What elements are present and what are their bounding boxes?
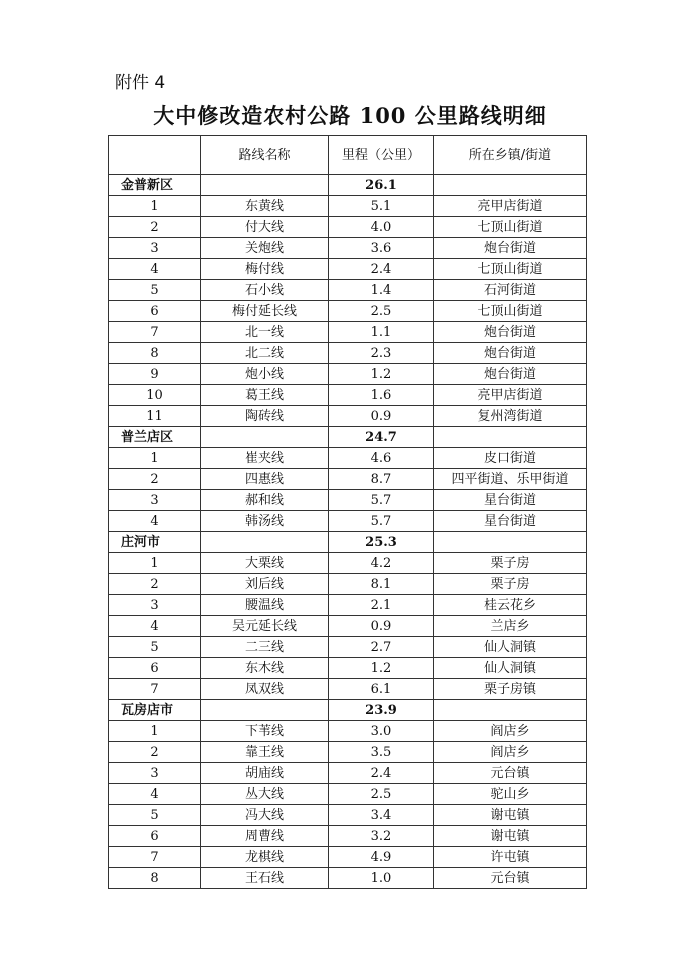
route-town: 七顶山街道 (434, 217, 587, 238)
row-index: 4 (109, 511, 201, 532)
route-town: 星台街道 (434, 490, 587, 511)
route-km: 3.4 (329, 805, 434, 826)
table-row (109, 511, 587, 532)
row-index: 1 (109, 721, 201, 742)
route-km: 6.1 (329, 679, 434, 700)
route-km: 3.5 (329, 742, 434, 763)
route-km: 4.9 (329, 847, 434, 868)
row-index: 9 (109, 364, 201, 385)
header-index (109, 136, 201, 175)
section-name: 庄河市 (109, 532, 201, 553)
table-row (109, 238, 587, 259)
row-index: 4 (109, 616, 201, 637)
row-index: 5 (109, 805, 201, 826)
route-name: 靠王线 (201, 742, 329, 763)
table-row (109, 196, 587, 217)
route-name: 下苇线 (201, 721, 329, 742)
route-town: 亮甲店街道 (434, 385, 587, 406)
empty-cell (434, 532, 587, 553)
table-row (109, 406, 587, 427)
route-town: 炮台街道 (434, 322, 587, 343)
route-km: 2.7 (329, 637, 434, 658)
route-town: 栗子房 (434, 553, 587, 574)
row-index: 1 (109, 448, 201, 469)
route-town: 炮台街道 (434, 343, 587, 364)
route-km: 1.6 (329, 385, 434, 406)
route-name: 王石线 (201, 868, 329, 889)
table-row (109, 826, 587, 847)
route-town: 炮台街道 (434, 238, 587, 259)
route-name: 郝和线 (201, 490, 329, 511)
route-km: 3.6 (329, 238, 434, 259)
route-name: 陶砖线 (201, 406, 329, 427)
route-name: 崔夹线 (201, 448, 329, 469)
route-km: 5.7 (329, 511, 434, 532)
route-name: 关炮线 (201, 238, 329, 259)
route-km: 8.1 (329, 574, 434, 595)
table-row (109, 322, 587, 343)
table-row (109, 553, 587, 574)
route-name: 刘后线 (201, 574, 329, 595)
route-km: 2.5 (329, 784, 434, 805)
route-name: 炮小线 (201, 364, 329, 385)
route-km: 2.1 (329, 595, 434, 616)
route-km: 8.7 (329, 469, 434, 490)
empty-cell (434, 175, 587, 196)
table-row (109, 784, 587, 805)
table-row (109, 763, 587, 784)
table-row (109, 574, 587, 595)
table-row (109, 637, 587, 658)
row-index: 1 (109, 196, 201, 217)
empty-cell (201, 532, 329, 553)
table-row (109, 490, 587, 511)
route-km: 2.4 (329, 259, 434, 280)
route-km: 3.2 (329, 826, 434, 847)
table-row (109, 301, 587, 322)
table-row (109, 616, 587, 637)
section-total-km: 24.7 (329, 427, 434, 448)
route-town: 四平街道、乐甲街道 (434, 469, 587, 490)
route-name: 四惠线 (201, 469, 329, 490)
row-index: 7 (109, 847, 201, 868)
table-row (109, 385, 587, 406)
route-km: 2.4 (329, 763, 434, 784)
row-index: 2 (109, 469, 201, 490)
route-name: 腰温线 (201, 595, 329, 616)
route-town: 栗子房镇 (434, 679, 587, 700)
route-name: 梅付延长线 (201, 301, 329, 322)
empty-cell (434, 427, 587, 448)
route-km: 1.0 (329, 868, 434, 889)
route-name: 东黄线 (201, 196, 329, 217)
row-index: 2 (109, 217, 201, 238)
route-name: 北二线 (201, 343, 329, 364)
route-name: 付大线 (201, 217, 329, 238)
section-total-km: 25.3 (329, 532, 434, 553)
table-row (109, 448, 587, 469)
table-row (109, 868, 587, 889)
route-km: 0.9 (329, 406, 434, 427)
route-town: 复州湾街道 (434, 406, 587, 427)
section-total-km: 26.1 (329, 175, 434, 196)
table-row (109, 847, 587, 868)
route-name: 冯大线 (201, 805, 329, 826)
row-index: 3 (109, 595, 201, 616)
table-row (109, 595, 587, 616)
row-index: 6 (109, 301, 201, 322)
route-town: 栗子房 (434, 574, 587, 595)
route-km: 5.1 (329, 196, 434, 217)
row-index: 4 (109, 259, 201, 280)
route-town: 炮台街道 (434, 364, 587, 385)
route-town: 阎店乡 (434, 742, 587, 763)
route-name: 胡庙线 (201, 763, 329, 784)
route-town: 许屯镇 (434, 847, 587, 868)
route-name: 石小线 (201, 280, 329, 301)
route-name: 周曹线 (201, 826, 329, 847)
row-index: 8 (109, 868, 201, 889)
route-km: 5.7 (329, 490, 434, 511)
route-town: 兰店乡 (434, 616, 587, 637)
route-town: 谢屯镇 (434, 805, 587, 826)
section-name: 瓦房店市 (109, 700, 201, 721)
route-name: 丛大线 (201, 784, 329, 805)
route-town: 亮甲店街道 (434, 196, 587, 217)
table-row (109, 742, 587, 763)
empty-cell (201, 700, 329, 721)
route-town: 星台街道 (434, 511, 587, 532)
row-index: 4 (109, 784, 201, 805)
section-row (109, 427, 587, 448)
row-index: 5 (109, 280, 201, 301)
route-km: 2.5 (329, 301, 434, 322)
header-route-name: 路线名称 (201, 136, 329, 175)
empty-cell (201, 175, 329, 196)
table-row (109, 364, 587, 385)
row-index: 10 (109, 385, 201, 406)
row-index: 3 (109, 763, 201, 784)
route-name: 大栗线 (201, 553, 329, 574)
route-km: 4.6 (329, 448, 434, 469)
attachment-label: 附件 4 (115, 73, 166, 93)
table-row (109, 658, 587, 679)
route-town: 石河街道 (434, 280, 587, 301)
route-km: 1.1 (329, 322, 434, 343)
header-mileage: 里程（公里） (329, 136, 434, 175)
route-km: 2.3 (329, 343, 434, 364)
route-name: 凤双线 (201, 679, 329, 700)
table-header-row (109, 136, 587, 175)
route-km: 4.2 (329, 553, 434, 574)
row-index: 3 (109, 490, 201, 511)
route-km: 3.0 (329, 721, 434, 742)
page-title: 大中修改造农村公路 100 公里路线明细 (153, 103, 547, 128)
route-town: 仙人洞镇 (434, 637, 587, 658)
route-town: 谢屯镇 (434, 826, 587, 847)
route-km: 4.0 (329, 217, 434, 238)
route-name: 梅付线 (201, 259, 329, 280)
table-row (109, 805, 587, 826)
table-row (109, 469, 587, 490)
route-km: 0.9 (329, 616, 434, 637)
row-index: 5 (109, 637, 201, 658)
route-table (108, 135, 587, 889)
header-town: 所在乡镇/街道 (434, 136, 587, 175)
row-index: 11 (109, 406, 201, 427)
route-table-body (109, 136, 587, 889)
route-name: 东木线 (201, 658, 329, 679)
route-name: 吴元延长线 (201, 616, 329, 637)
route-km: 1.2 (329, 364, 434, 385)
route-name: 葛王线 (201, 385, 329, 406)
section-row (109, 175, 587, 196)
table-row (109, 679, 587, 700)
route-town: 七顶山街道 (434, 259, 587, 280)
row-index: 2 (109, 742, 201, 763)
table-row (109, 217, 587, 238)
route-town: 元台镇 (434, 868, 587, 889)
route-town: 皮口街道 (434, 448, 587, 469)
table-row (109, 721, 587, 742)
empty-cell (201, 427, 329, 448)
route-name: 二三线 (201, 637, 329, 658)
route-name: 韩汤线 (201, 511, 329, 532)
section-row (109, 532, 587, 553)
route-name: 龙棋线 (201, 847, 329, 868)
route-town: 阎店乡 (434, 721, 587, 742)
section-total-km: 23.9 (329, 700, 434, 721)
row-index: 6 (109, 658, 201, 679)
section-row (109, 700, 587, 721)
section-name: 普兰店区 (109, 427, 201, 448)
table-row (109, 343, 587, 364)
route-km: 1.2 (329, 658, 434, 679)
route-km: 1.4 (329, 280, 434, 301)
section-name: 金普新区 (109, 175, 201, 196)
route-town: 仙人洞镇 (434, 658, 587, 679)
route-town: 元台镇 (434, 763, 587, 784)
row-index: 2 (109, 574, 201, 595)
table-row (109, 259, 587, 280)
table-row (109, 280, 587, 301)
row-index: 1 (109, 553, 201, 574)
row-index: 7 (109, 322, 201, 343)
route-town: 桂云花乡 (434, 595, 587, 616)
row-index: 7 (109, 679, 201, 700)
row-index: 3 (109, 238, 201, 259)
row-index: 8 (109, 343, 201, 364)
route-name: 北一线 (201, 322, 329, 343)
empty-cell (434, 700, 587, 721)
route-town: 驼山乡 (434, 784, 587, 805)
row-index: 6 (109, 826, 201, 847)
route-town: 七顶山街道 (434, 301, 587, 322)
